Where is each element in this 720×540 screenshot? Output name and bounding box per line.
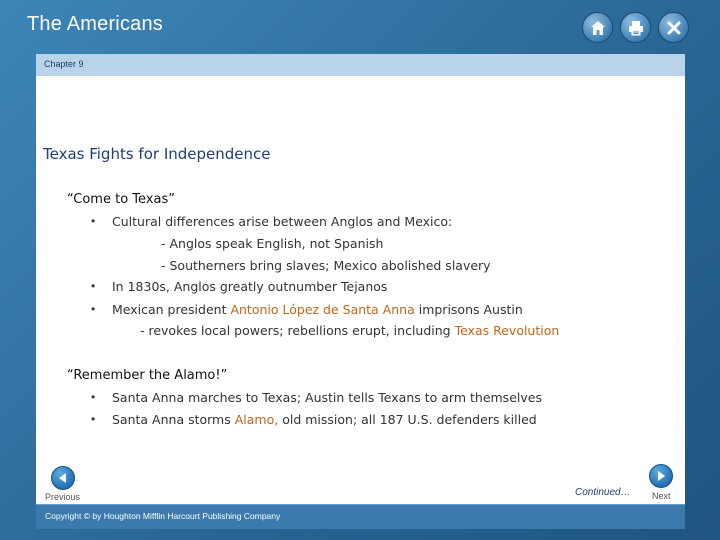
- close-icon: [666, 20, 682, 36]
- sub-point-anglos-english: - Anglos speak English, not Spanish: [161, 236, 384, 251]
- home-button[interactable]: [582, 12, 613, 43]
- arrow-left-icon: [57, 472, 69, 484]
- bullet-icon: •: [91, 412, 96, 426]
- highlight-texas-revolution: Texas Revolution: [454, 323, 560, 338]
- bullet-santa-anna-imprisons: [112, 302, 523, 317]
- previous-label[interactable]: Previous: [45, 492, 81, 502]
- bullet-santa-anna-marches: Santa Anna marches to Texas; Austin tells Texans to arm themselves: [112, 390, 542, 405]
- continued-label: Continued…: [575, 487, 631, 498]
- bullet-icon: •: [91, 302, 96, 316]
- print-icon: [627, 19, 645, 37]
- bullet-1830s-anglos: In 1830s, Anglos greatly outnumber Tejanos: [112, 279, 388, 294]
- sub-point-revokes-powers: [140, 323, 559, 338]
- next-button[interactable]: [649, 464, 673, 488]
- text-segment: Mexican president: [112, 302, 231, 317]
- highlight-alamo: Alamo,: [234, 412, 279, 427]
- text-segment: - revokes local powers; rebellions erupt, including: [140, 323, 455, 338]
- sub-point-slavery: - Southerners bring slaves; Mexico abolished slavery: [161, 258, 491, 273]
- print-button[interactable]: [620, 12, 651, 43]
- highlight-santa-anna: Antonio López de Santa Anna: [230, 302, 415, 317]
- bullet-icon: •: [91, 279, 96, 293]
- app-title: The Americans: [27, 13, 163, 35]
- section-come-to-texas-title: “Come to Texas”: [67, 192, 175, 207]
- slide-content: [36, 76, 685, 504]
- text-segment: Santa Anna storms: [112, 412, 235, 427]
- top-toolbar: [582, 12, 689, 43]
- home-icon: [589, 19, 607, 37]
- bullet-icon: •: [91, 214, 96, 228]
- chapter-bar: [36, 54, 685, 76]
- next-label[interactable]: Next: [652, 491, 671, 501]
- chapter-label: Chapter 9: [44, 59, 84, 69]
- bullet-alamo-storm: [112, 412, 537, 427]
- close-button[interactable]: [658, 12, 689, 43]
- bullet-icon: •: [91, 390, 96, 404]
- text-segment: imprisons Austin: [414, 302, 523, 317]
- previous-button[interactable]: [51, 466, 75, 490]
- footer-bar: [36, 504, 685, 529]
- text-segment: old mission; all 187 U.S. defenders killed: [278, 412, 537, 427]
- arrow-right-icon: [655, 470, 667, 482]
- section-remember-alamo-title: “Remember the Alamo!”: [67, 368, 228, 383]
- bullet-cultural-differences: Cultural differences arise between Anglos and Mexico:: [112, 214, 453, 229]
- slide-heading: Texas Fights for Independence: [43, 145, 271, 163]
- copyright-text: Copyright © by Houghton Mifflin Harcourt Publishing Company: [45, 511, 281, 521]
